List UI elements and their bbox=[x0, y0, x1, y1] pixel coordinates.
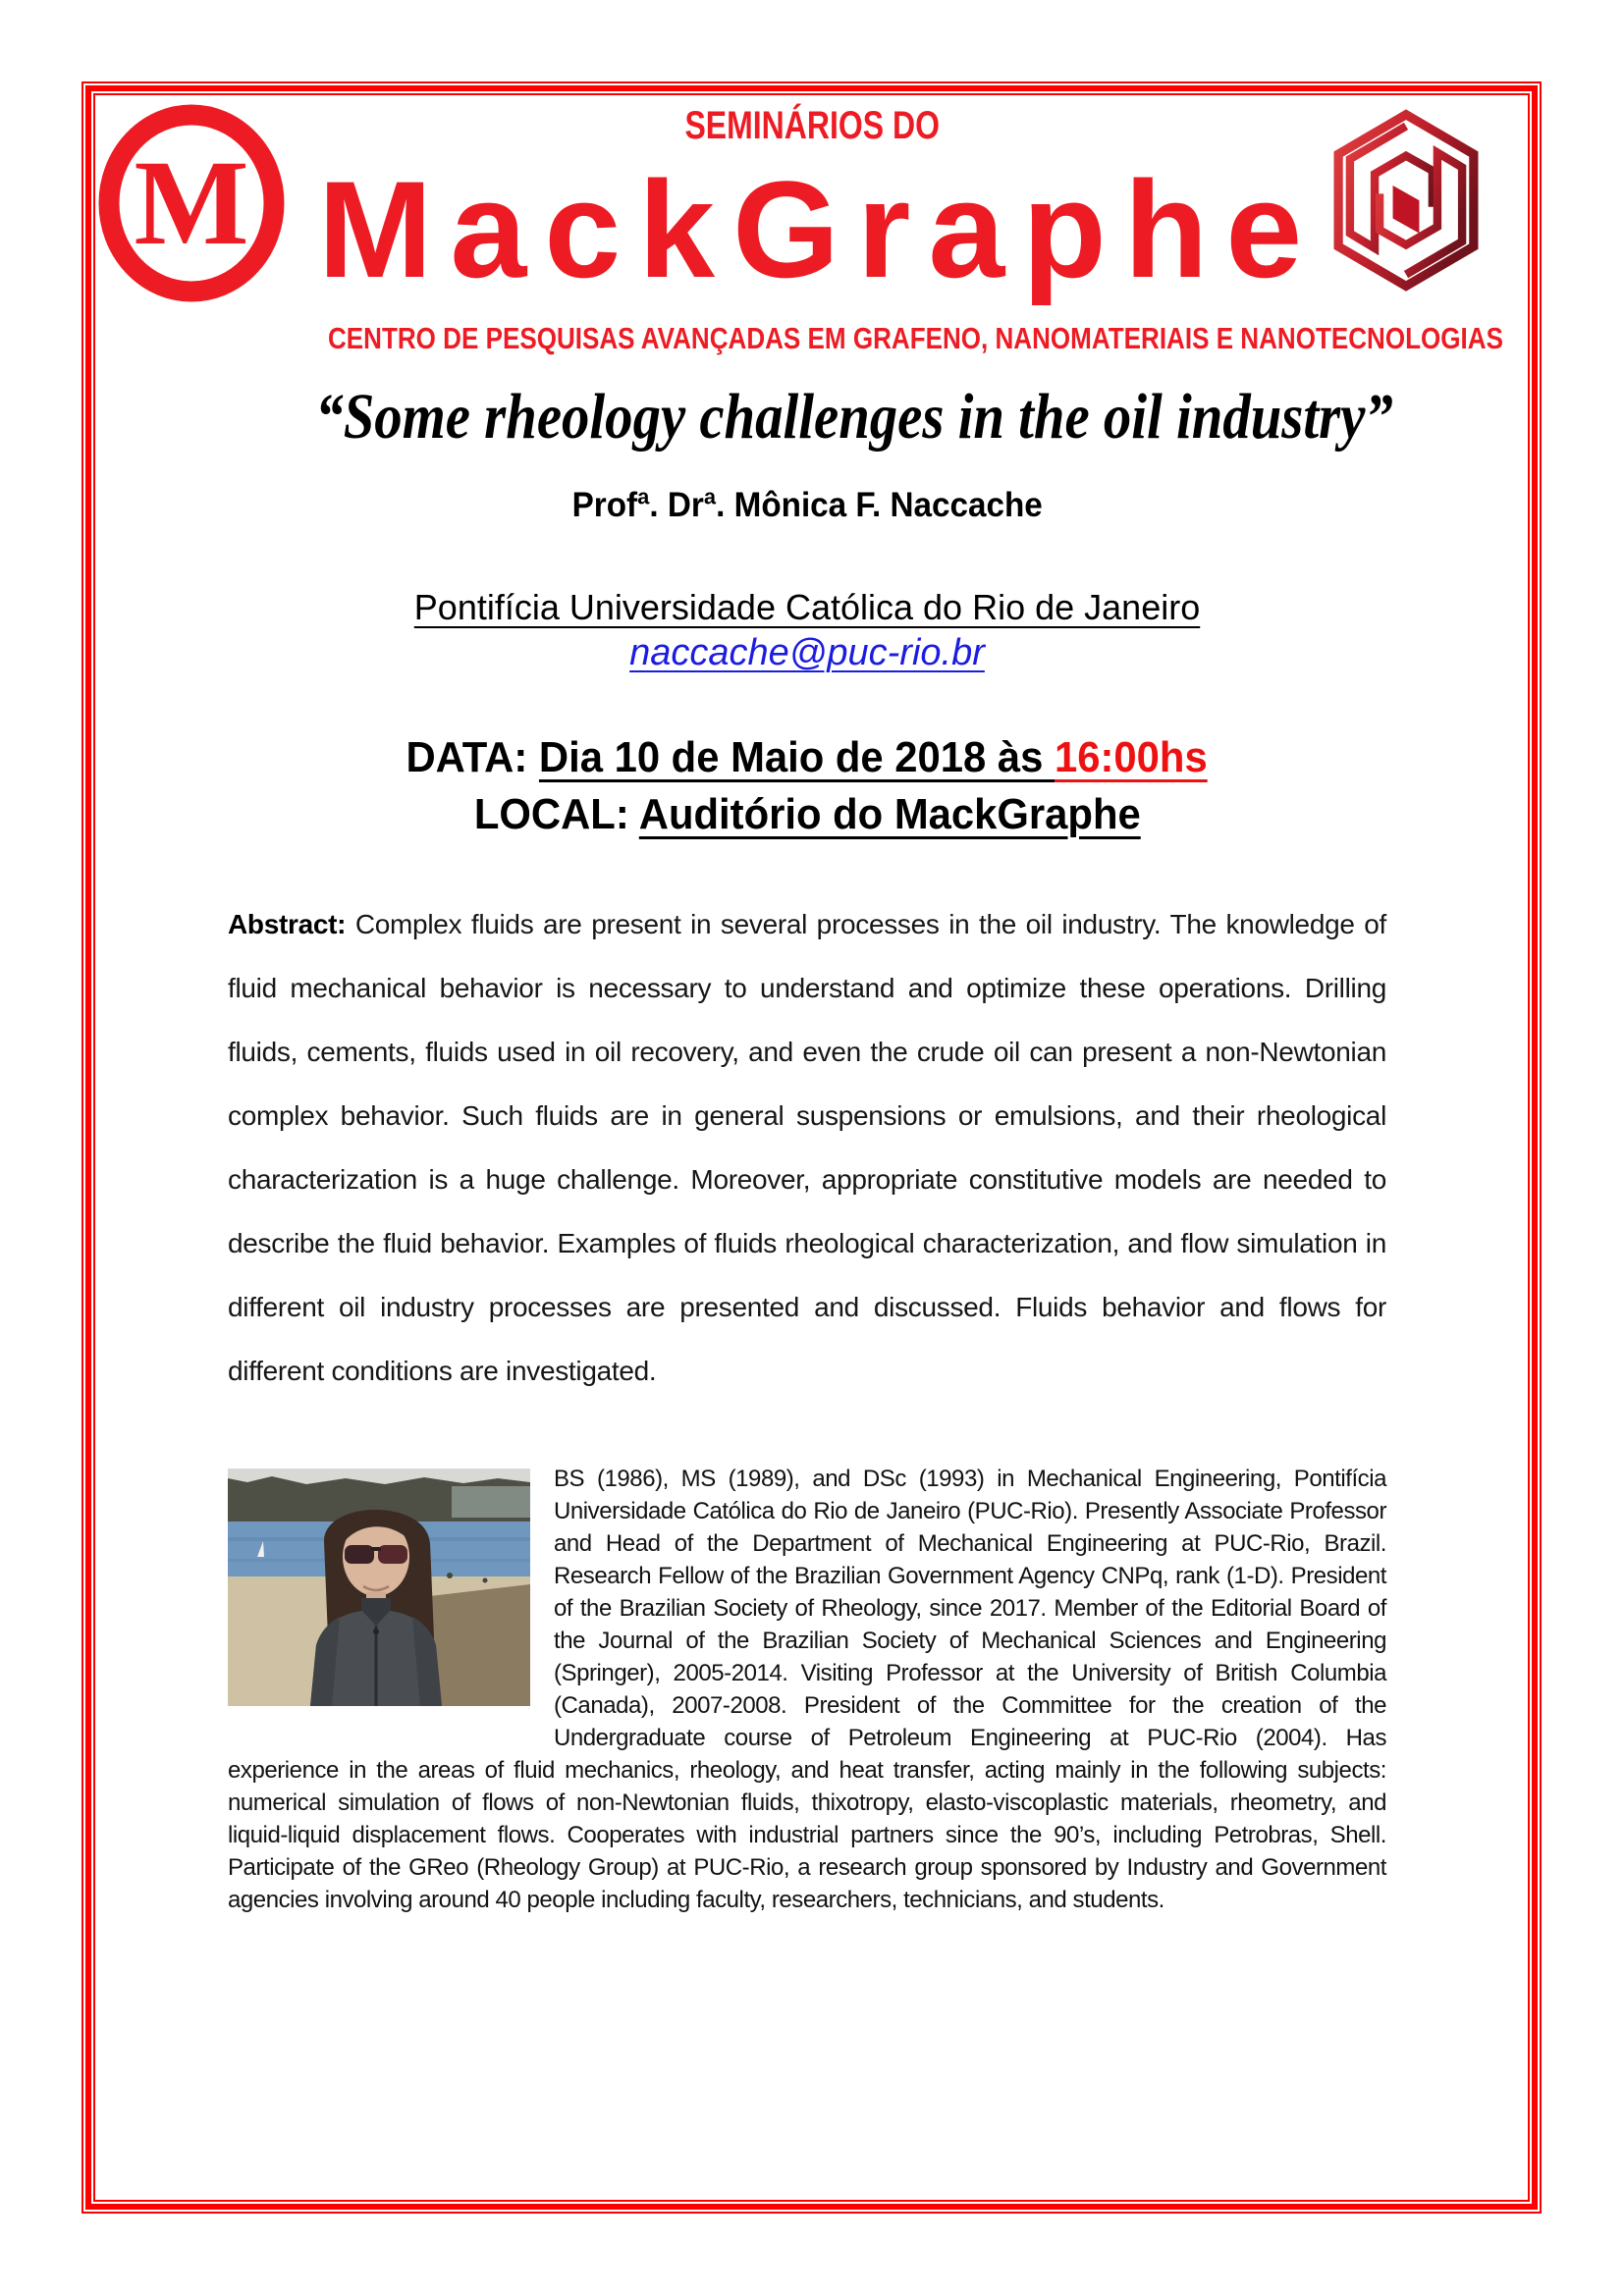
speaker-photo bbox=[228, 1468, 530, 1706]
speaker-affiliation: Pontifícia Universidade Católica do Rio de Janeiro bbox=[413, 587, 1201, 627]
speaker-email-line bbox=[228, 629, 1386, 676]
brand-wordmark: MackGraphe bbox=[317, 152, 1321, 306]
abstract-paragraph bbox=[228, 892, 1386, 1403]
abstract-text: Complex fluids are present in several processes in the oil industry. The knowledge of fluid mechanical behavior is necessary to understand and optimize these operations. Drilling fluids, cements, fluids used in oil recovery, and even the crude oil can present a non-Newtonian complex behavior. Such fluids are in general suspensions or emulsions, and their rheological characterization is a huge challenge. Moreover, appropriate constitutive models are needed to describe the fluid behavior. Examples of fluids rheological characterization, and flow simulation in different oil industry processes are presented and discussed. Fluids behavior and flows for different conditions are investigated. bbox=[228, 909, 1387, 1386]
date-label: DATA: bbox=[406, 733, 528, 781]
location-line bbox=[228, 786, 1386, 843]
abstract-label: Abstract: bbox=[228, 909, 347, 939]
speaker-email-link[interactable]: naccache@puc-rio.br bbox=[629, 632, 985, 673]
location-value: Auditório do MackGraphe bbox=[638, 790, 1141, 838]
talk-title: “Some rheology challenges in the oil industry” bbox=[315, 381, 1393, 453]
center-tagline-text: CENTRO DE PESQUISAS AVANÇADAS EM GRAFENO, NANOMATERIAIS E NANOTECNOLOGIAS bbox=[327, 321, 1503, 355]
bio-text: BS (1986), MS (1989), and DSc (1993) in Mechanical Engineering, Pontifícia Universidade Católica do Rio de Janeiro (PUC-Rio). Presently Associate Professor and Head of the Department of Mechanical Engineering at PUC-Rio, Brazil. Research Fellow of the Brazilian Government Agency CNPq, rank (1-D). President of the Brazilian Society of Rheology, since 2017. Member of the Editorial Board of the Journal of the Brazilian Society of Mechanical Sciences and Engineering (Springer), 2005-2014. Visiting Professor at the University of British Columbia (Canada), 2007-2008. President of the Committee for the creation of the Undergraduate course of Petroleum Engineering at PUC-Rio (2004). Has experience in the areas of fluid mechanics, rheology, and heat transfer, acting mainly in the following subjects: numerical simulation of flows of non-Newtonian fluids, thixotropy, elasto-viscoplastic materials, rheometry, and liquid-liquid displacement flows. Cooperates with industrial partners since the 90’s, including Petrobras, Shell. Participate of the GReo (Rheology Group) at PUC-Rio, a research group sponsored by Industry and Government agencies involving around 40 people including faculty, researchers, technicians, and students. bbox=[228, 1466, 1386, 1913]
date-line bbox=[228, 729, 1386, 786]
seminar-series-kicker-text: SEMINÁRIOS DO bbox=[684, 104, 940, 147]
date-value: Dia 10 de Maio de 2018 às bbox=[539, 733, 1056, 781]
bio-section bbox=[228, 1463, 1386, 1916]
m-monogram: M bbox=[134, 135, 249, 270]
time-value: 16:00hs bbox=[1055, 733, 1209, 781]
location-label: LOCAL: bbox=[473, 790, 629, 838]
speaker-name: Profª. Drª. Mônica F. Naccache bbox=[571, 486, 1043, 524]
flyer-body bbox=[228, 0, 1393, 1916]
